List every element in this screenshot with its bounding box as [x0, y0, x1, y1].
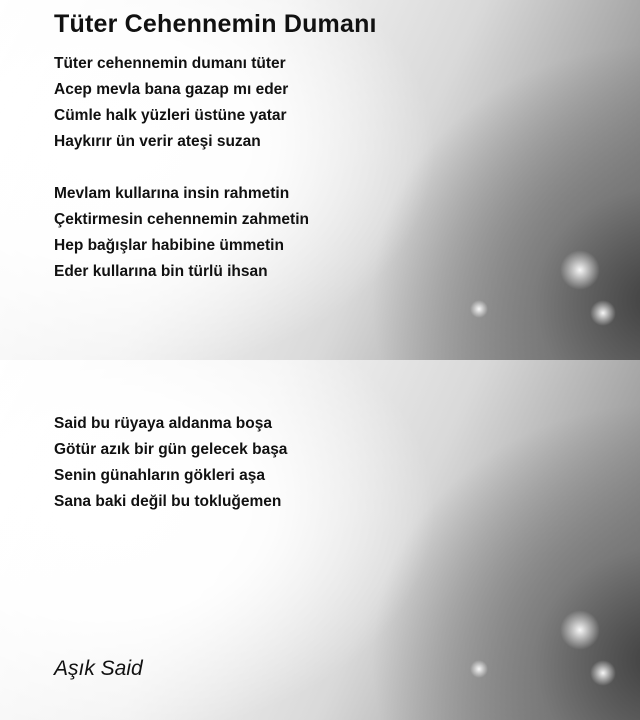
poem-line: Çektirmesin cehennemin zahmetin	[54, 211, 309, 228]
sparkle-decoration	[470, 660, 488, 678]
poem-line: Acep mevla bana gazap mı eder	[54, 81, 289, 98]
poem-stanza-2	[54, 181, 309, 285]
poem-line: Götür azık bir gün gelecek başa	[54, 441, 288, 458]
sparkle-decoration	[470, 300, 488, 318]
poem-card-bottom	[0, 360, 640, 720]
poem-title: Tüter Cehennemin Dumanı	[54, 10, 377, 38]
poem-line: Hep bağışlar habibine ümmetin	[54, 237, 284, 254]
sparkle-decoration	[560, 250, 600, 290]
poem-line: Said bu rüyaya aldanma boşa	[54, 415, 272, 432]
poem-line: Cümle halk yüzleri üstüne yatar	[54, 107, 287, 124]
poem-stanza-1	[54, 51, 288, 155]
poem-line: Senin günahların gökleri aşa	[54, 467, 266, 484]
poem-author: Aşık Said	[54, 657, 143, 680]
poem-line: Tüter cehennemin dumanı tüter	[54, 55, 286, 72]
sparkle-decoration	[560, 610, 600, 650]
sparkle-decoration	[590, 300, 616, 326]
poem-stanza-3	[54, 411, 287, 515]
sparkle-decoration	[590, 660, 616, 686]
poem-line: Sana baki değil bu tokluğemen	[54, 493, 282, 510]
poem-line: Eder kullarına bin türlü ihsan	[54, 263, 268, 280]
poem-line: Mevlam kullarına insin rahmetin	[54, 185, 290, 202]
poem-line: Haykırır ün verir ateşi suzan	[54, 133, 261, 150]
